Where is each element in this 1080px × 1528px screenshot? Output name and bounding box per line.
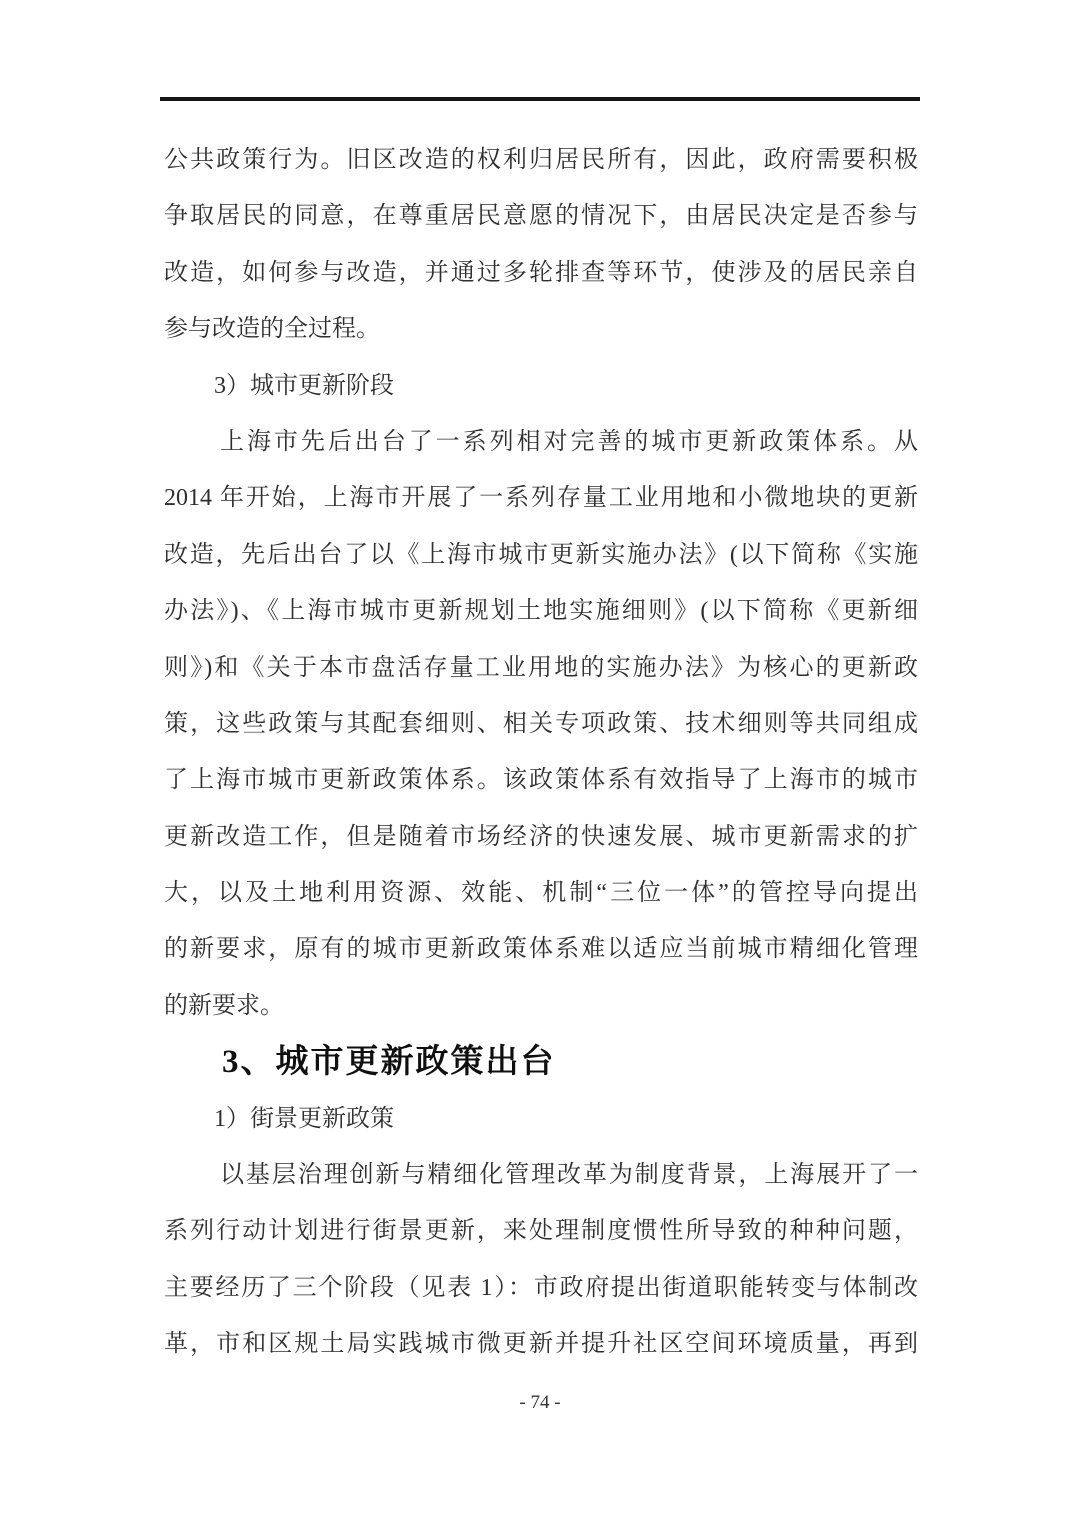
paragraph-policy-system [164, 414, 918, 1034]
body-line: 参与改造的全过程。 [164, 316, 380, 343]
text-column [164, 132, 918, 1373]
body-line: 改造，如何参与改造，并通过多轮排查等环节，使涉及的居民亲自 [164, 259, 918, 286]
body-line: 策，这些政策与其配套细则、相关专项政策、技术细则等共同组成 [164, 710, 918, 737]
body-line: 的新要求。 [164, 992, 284, 1019]
header-rule [160, 97, 920, 101]
section-heading-policy-release: 3、城市更新政策出台 [222, 1044, 556, 1081]
body-line: 办法》)、《上海市城市更新规划土地实施细则》(以下简称《更新细 [164, 598, 918, 625]
body-line: 以基层治理创新与精细化管理改革为制度背景，上海展开了一 [220, 1162, 918, 1189]
body-line: 争取居民的同意，在尊重居民意愿的情况下，由居民决定是否参与 [164, 203, 918, 230]
body-line: 上海市先后出台了一系列相对完善的城市更新政策体系。从 [220, 428, 918, 455]
body-line: 革，市和区规土局实践城市微更新并提升社区空间环境质量，再到 [164, 1331, 918, 1358]
body-line: 2014 年开始，上海市开展了一系列存量工业用地和小微地块的更新 [164, 485, 918, 512]
subheading-streetscape-policy: 1）街景更新政策 [214, 1105, 394, 1132]
body-line: 大，以及土地利用资源、效能、机制“三位一体”的管控导向提出 [164, 880, 918, 907]
body-line: 了上海市城市更新政策体系。该政策体系有效指导了上海市的城市 [164, 767, 918, 794]
body-line: 更新改造工作，但是随着市场经济的快速发展、城市更新需求的扩 [164, 823, 918, 850]
body-line: 则》)和《关于本市盘活存量工业用地的实施办法》为核心的更新政 [164, 654, 918, 681]
body-line: 系列行动计划进行街景更新，来处理制度惯性所导致的种种问题， [164, 1218, 918, 1245]
body-line: 的新要求，原有的城市更新政策体系难以适应当前城市精细化管理 [164, 936, 918, 963]
body-line: 公共政策行为。旧区改造的权利归居民所有，因此，政府需要积极 [164, 147, 918, 173]
paragraph-streetscape [164, 1147, 918, 1373]
page-number: - 74 - [519, 1392, 561, 1413]
paragraph-continued [164, 132, 918, 358]
subheading-urban-renewal-stage: 3）城市更新阶段 [214, 372, 394, 399]
body-line: 主要经历了三个阶段（见表 1）：市政府提出街道职能转变与体制改 [164, 1274, 918, 1301]
body-line: 改造，先后出台了以《上海市城市更新实施办法》(以下简称《实施 [164, 541, 918, 568]
